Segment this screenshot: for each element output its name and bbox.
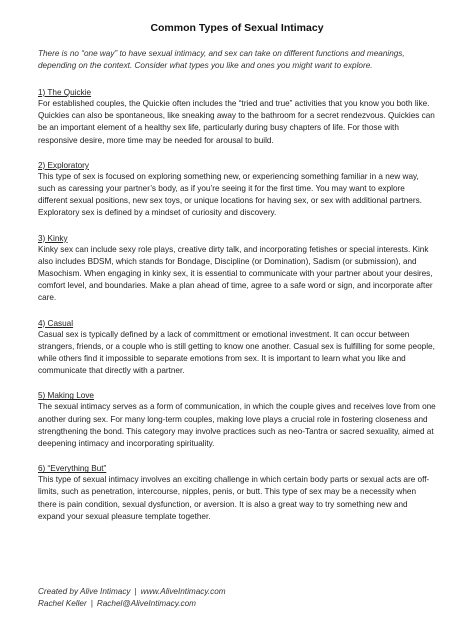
section-body: This type of sex is focused on exploring something new, or experiencing something familiar in a new way, such as caressing your partner’s body, as if you’re seeing it for the first time. You may want to explore different sexual positions, new sex toys, or unique locations for having sex, or sex with additional partners. Exploratory sex is defined by a mindset of curiosity and discovery.: [38, 171, 422, 218]
section-heading: 2) Exploratory: [38, 160, 89, 170]
section-exploratory: [38, 160, 436, 220]
section-body: Kinky sex can include sexy role plays, creative dirty talk, and incorporating fetishes or special interests. Kink also includes BDSM, which stands for Bondage, Discipline (or Domination), Sadism (or submission), and Masochism. When engaging in kinky sex, it is essential to communicate with your partner about your desires, comfort level, and boundaries. Make a plan ahead of time, agree to a safe word or sign, and incorporate after care.: [38, 244, 433, 303]
footer: [38, 586, 226, 610]
section-heading: 1) The Quickie: [38, 88, 92, 97]
page-title: Common Types of Sexual Intimacy: [150, 22, 324, 34]
footer-created-by: Created by Alive Intimacy: [38, 587, 131, 596]
intro-text: There is no “one way” to have sexual intimacy, and sex can take on different functions and meanings, depending on the context. Consider what types you like and ones you might want to explore.: [38, 49, 405, 70]
section-casual: [38, 318, 436, 378]
section-kinky: [38, 233, 436, 305]
section-heading: 6) “Everything But”: [38, 464, 107, 474]
footer-separator: |: [134, 587, 137, 596]
footer-author: Rachel Keller: [38, 599, 87, 608]
footer-email-link[interactable]: Rachel@AliveIntimacy.com: [96, 599, 197, 608]
section-body: This type of sexual intimacy involves an exciting challenge in which certain body parts or sexual acts are off-limits, such as penetration, intercourse, nipples, penis, or butt. This type of sex may be a necessity when there is pain condition, sexual dysfunction, or aversion. It is also a great way to try something new and expand your sexual pleasure template together.: [38, 475, 430, 521]
section-everything-but: [38, 463, 436, 523]
section-body: Casual sex is typically defined by a lack of committment or emotional investment. It can occur between strangers, friends, or a couple who is still getting to know one another. Casual sex is fulfilling for some people, while others find it impossible to separate emotions from sex. It is important to learn what you like and communicate that directly with a partner.: [38, 329, 435, 376]
footer-separator: |: [90, 599, 93, 608]
section-body: The sexual intimacy serves as a form of communication, in which the couple gives and receives love from one another during sex. For many long-term couples, making love plays a crucial role in fostering closeness and strengthening the bond. This category may involve practices such as neo-Tantra or sacred sexuality, aimed at deepening intimacy and incorporating spirituality.: [38, 402, 436, 449]
section-making-love: [38, 390, 436, 450]
section-heading: 5) Making Love: [38, 391, 94, 401]
footer-line-1: [38, 586, 226, 598]
section-quickie: [38, 87, 436, 147]
section-body: For established couples, the Quickie often includes the “tried and true” activities that you know you both like. Quickies can also be spontaneous, like sneaking away to the bathroom for a secret rendezvous. Quickies can be an important element of a healthy sex life, particularly during busy chapters of life. For those with responsive desire, more time may be needed for arousal to build.: [38, 99, 435, 145]
section-heading: 4) Casual: [38, 318, 74, 328]
footer-website-link[interactable]: www.AliveIntimacy.com: [140, 587, 226, 596]
section-heading: 3) Kinky: [38, 233, 68, 243]
footer-line-2: [38, 598, 226, 610]
